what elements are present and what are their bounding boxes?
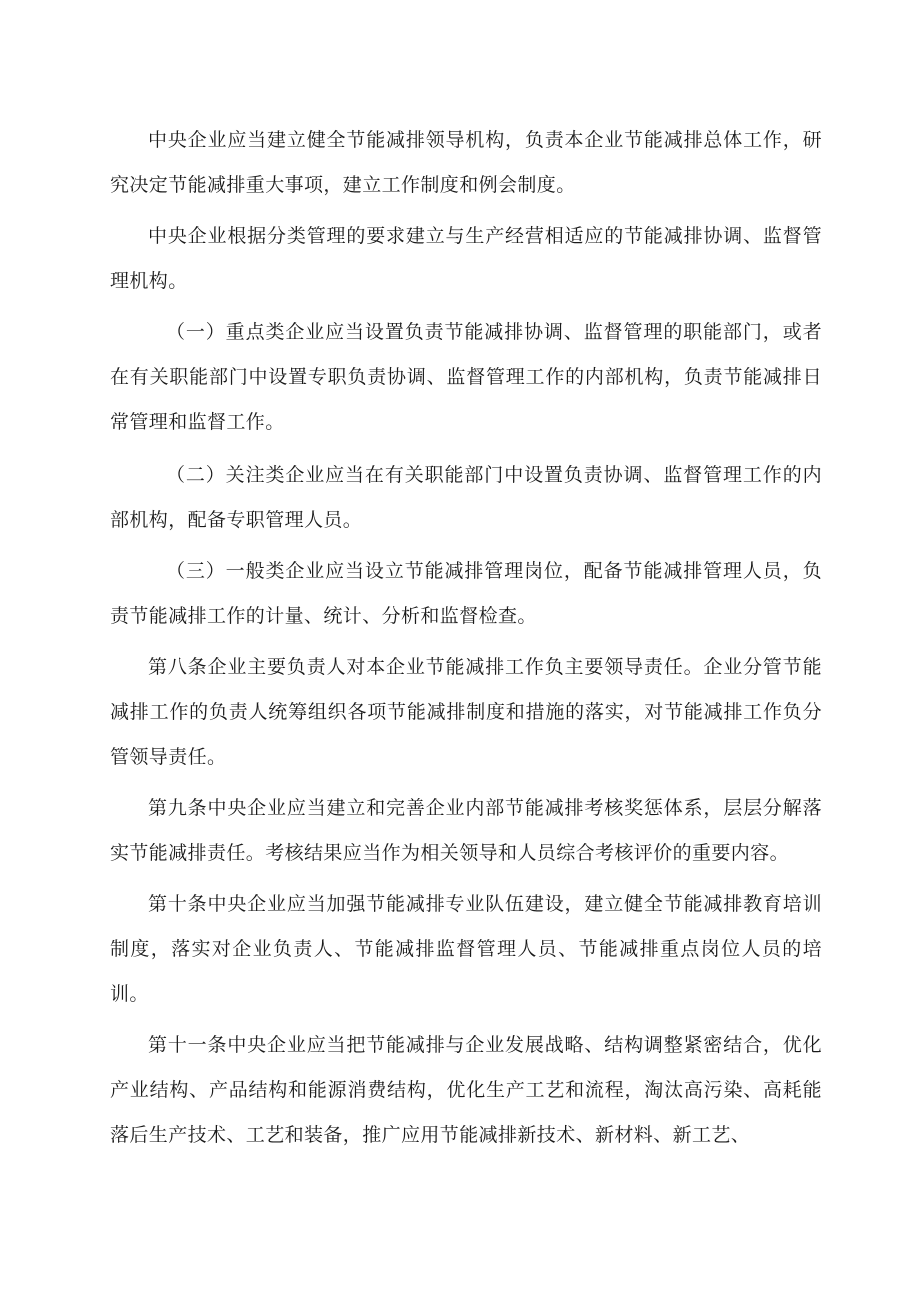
paragraph-leadership-body: 中央企业应当建立健全节能减排领导机构，负责本企业节能减排总体工作，研究决定节能减排重大事项，建立工作制度和例会制度。: [110, 129, 822, 196]
paragraph-item-2: （二）关注类企业应当在有关职能部门中设置负责协调、监督管理工作的内部机构，配备专职管理人员。: [110, 464, 822, 531]
paragraph-article-10: 第十条中央企业应当加强节能减排专业队伍建设，建立健全节能减排教育培训制度，落实对企业负责人、节能减排监督管理人员、节能减排重点岗位人员的培训。: [110, 893, 822, 1005]
paragraph-item-1: （一）重点类企业应当设置负责节能减排协调、监督管理的职能部门，或者在有关职能部门中设置专职负责协调、监督管理工作的内部机构，负责节能减排日常管理和监督工作。: [110, 321, 822, 433]
paragraph-item-3: （三）一般类企业应当设立节能减排管理岗位，配备节能减排管理人员，负责节能减排工作的计量、统计、分析和监督检查。: [110, 560, 822, 627]
paragraph-article-9: 第九条中央企业应当建立和完善企业内部节能减排考核奖惩体系，层层分解落实节能减排责任。考核结果应当作为相关领导和人员综合考核评价的重要内容。: [110, 797, 822, 864]
paragraph-article-8: 第八条企业主要负责人对本企业节能减排工作负主要领导责任。企业分管节能减排工作的负责人统筹组织各项节能减排制度和措施的落实，对节能减排工作负分管领导责任。: [110, 656, 822, 768]
paragraph-article-11: 第十一条中央企业应当把节能减排与企业发展战略、结构调整紧密结合，优化产业结构、产品结构和能源消费结构，优化生产工艺和流程，淘汰高污染、高耗能落后生产技术、工艺和装备，推广应用节能减排新技术、新材料、新工艺、: [110, 1034, 822, 1146]
paragraph-coordination-body: 中央企业根据分类管理的要求建立与生产经营相适应的节能减排协调、监督管理机构。: [110, 225, 822, 292]
document-body: [110, 118, 822, 1164]
